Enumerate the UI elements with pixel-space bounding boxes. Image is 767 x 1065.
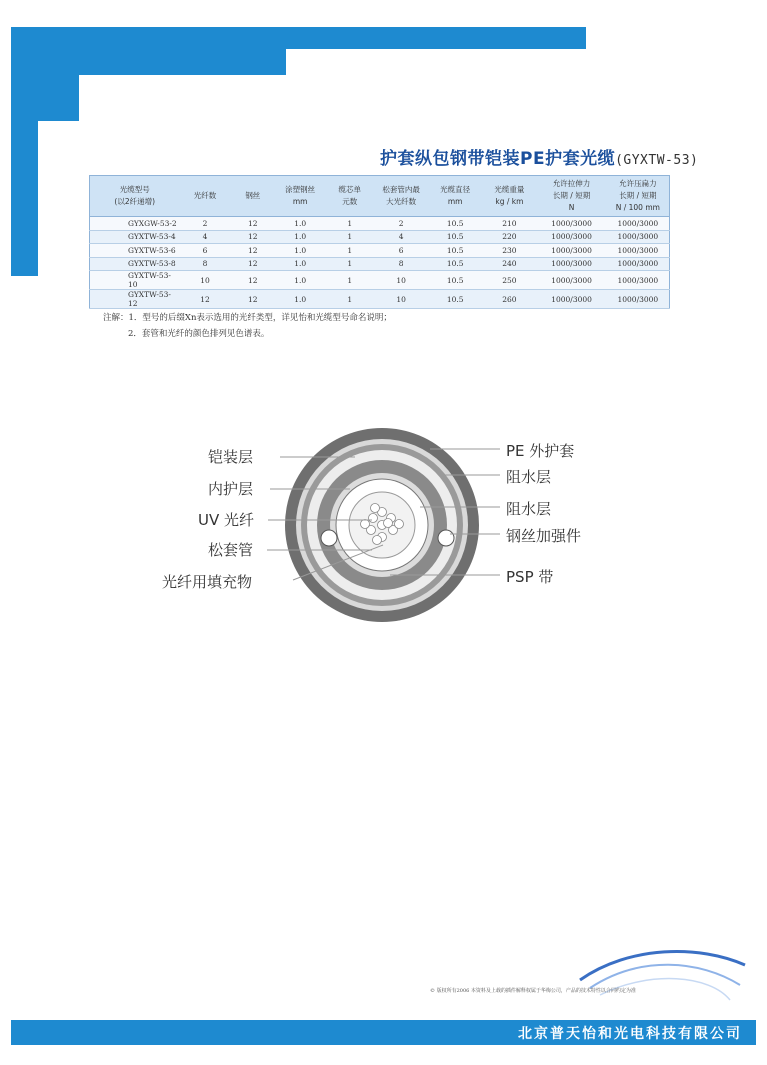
spec-table (89, 175, 670, 309)
header-bar-side (11, 121, 38, 276)
table-row (90, 217, 670, 231)
table-cell: 1.0 (275, 271, 325, 290)
footer-bar (11, 1020, 756, 1045)
header-line: kg / km (495, 197, 524, 206)
table-cell: 6 (179, 244, 230, 258)
cable-diagram (150, 425, 620, 625)
table-cell: 10.5 (428, 230, 482, 244)
table-cell: 1 (325, 290, 374, 309)
table-cell: 1.0 (275, 257, 325, 271)
table-cell: 12 (179, 290, 230, 309)
table-cell: 1.0 (275, 230, 325, 244)
table-cell: 8 (179, 257, 230, 271)
swoosh-logo (570, 940, 750, 1010)
table-row (90, 290, 670, 309)
table-row (90, 230, 670, 244)
label-pe-sheath: PE 外护套 (506, 442, 575, 460)
fiber (371, 504, 380, 513)
table-cell: 6 (374, 244, 428, 258)
cell-model: GYXGW-53-2 (90, 217, 180, 231)
table-cell: 10.5 (428, 271, 482, 290)
table-cell: 1000/3000 (536, 290, 606, 309)
table-cell: 260 (482, 290, 536, 309)
note-2: 2．套管和光纤的颜色排列见色谱表。 (128, 329, 270, 339)
header-bar-low (11, 75, 79, 121)
table-header-row (90, 176, 670, 217)
header-line: 光缆型号 (119, 185, 150, 194)
copyright-text: 版权所有2006 本资料及上载的插件解释权属于华梅公司，产品的技术特性以合同约定为准 (436, 988, 636, 994)
table-cell: 4 (374, 230, 428, 244)
table-row (90, 257, 670, 271)
table-body (90, 217, 670, 309)
company-name: 北京普天怡和光电科技有限公司 (518, 1026, 742, 1042)
table-header-cell (607, 176, 670, 217)
table-cell: 1000/3000 (536, 257, 606, 271)
cell-model: GYXTW-53-12 (90, 290, 180, 309)
table-cell: 4 (179, 230, 230, 244)
cell-model: GYXTW-53-10 (90, 271, 180, 290)
table-cell: 10 (179, 271, 230, 290)
header-line: 光缆重量 (494, 185, 525, 194)
table-cell: 8 (374, 257, 428, 271)
fiber (384, 519, 393, 528)
cell-model: GYXTW-53-8 (90, 257, 180, 271)
table-cell: 1000/3000 (607, 290, 670, 309)
table-header-cell (482, 176, 536, 217)
header-line: N (568, 203, 575, 212)
table-cell: 2 (374, 217, 428, 231)
table-header-cell (536, 176, 606, 217)
table-cell: 1 (325, 230, 374, 244)
table-cell: 1000/3000 (536, 217, 606, 231)
table-cell: 12 (230, 271, 275, 290)
table-cell: 1000/3000 (607, 271, 670, 290)
table-cell: 1000/3000 (607, 217, 670, 231)
header-line: 松套管内最 (382, 185, 420, 194)
label-inner-sheath: 内护层 (208, 480, 254, 498)
table-cell: 10.5 (428, 257, 482, 271)
fiber (395, 520, 404, 529)
table-header-cell (275, 176, 325, 217)
table-cell: 1 (325, 257, 374, 271)
header-bar-mid (11, 49, 286, 75)
header-line: 缆芯单 (338, 185, 361, 194)
steel-wire-left (321, 530, 337, 546)
table-cell: 1000/3000 (607, 230, 670, 244)
table-cell: 10 (374, 290, 428, 309)
table-cell: 1000/3000 (536, 230, 606, 244)
fiber (361, 520, 370, 529)
label-uv-fiber: UV 光纤 (198, 511, 255, 529)
table-cell: 12 (230, 244, 275, 258)
table-cell: 240 (482, 257, 536, 271)
table-cell: 1 (325, 217, 374, 231)
table-cell: 12 (230, 217, 275, 231)
notes (103, 310, 392, 342)
title-code: (GYXTW-53) (615, 153, 699, 168)
table-header-cell (325, 176, 374, 217)
note-1: 注解：1．型号的后缀Xn表示选用的光纤类型，详见怡和光缆型号命名说明； (103, 313, 392, 323)
table-row (90, 271, 670, 290)
table-cell: 1.0 (275, 290, 325, 309)
table-cell: 12 (230, 230, 275, 244)
table-cell: 210 (482, 217, 536, 231)
fiber (369, 514, 378, 523)
copyright (430, 987, 636, 994)
header-bar-top (11, 27, 586, 49)
label-armor: 铠装层 (208, 448, 254, 466)
label-water-block-2: 阻水层 (506, 500, 552, 518)
header-line: mm (292, 197, 308, 206)
table-cell: 250 (482, 271, 536, 290)
table-cell: 1000/3000 (607, 257, 670, 271)
header-line: (以2纤递增) (114, 197, 156, 206)
table-cell: 1.0 (275, 244, 325, 258)
table-cell: 10.5 (428, 244, 482, 258)
copyright-icon: © (430, 988, 435, 994)
header-line: 大光纤数 (386, 197, 417, 206)
label-steel-wire: 钢丝加强件 (506, 527, 582, 545)
table-cell: 1.0 (275, 217, 325, 231)
header-line: 光纤数 (193, 191, 217, 200)
table-cell: 2 (179, 217, 230, 231)
table-cell: 1 (325, 244, 374, 258)
table-header-cell (230, 176, 275, 217)
header-line: 允许拉伸力 (552, 179, 591, 188)
table-header-cell (179, 176, 230, 217)
steel-wire-right (438, 530, 454, 546)
table-cell: 12 (230, 290, 275, 309)
title-main: 护套纵包钢带铠装PE护套光缆 (380, 149, 616, 169)
table-cell: 1000/3000 (536, 271, 606, 290)
table-header-cell (374, 176, 428, 217)
table-cell: 230 (482, 244, 536, 258)
table-header-cell (428, 176, 482, 217)
cell-model: GYXTW-53-6 (90, 244, 180, 258)
table-cell: 12 (230, 257, 275, 271)
table-cell: 10.5 (428, 217, 482, 231)
header-line: 元数 (342, 197, 358, 206)
label-water-block-1: 阻水层 (506, 468, 552, 486)
header-line: N / 100 mm (615, 203, 660, 212)
table-header-cell (90, 176, 180, 217)
page-title (380, 144, 700, 169)
table-cell: 1000/3000 (607, 244, 670, 258)
label-psp-tape: PSP 带 (506, 568, 554, 586)
fiber (373, 536, 382, 545)
table-cell: 10 (374, 271, 428, 290)
table-cell: 10.5 (428, 290, 482, 309)
header-line: 钢丝 (245, 191, 261, 200)
header-line: 光缆直径 (440, 185, 471, 194)
header-line: 涂塑钢丝 (285, 185, 316, 194)
header-line: 长期 / 短期 (619, 191, 657, 200)
cell-model: GYXTW-53-4 (90, 230, 180, 244)
table-row (90, 244, 670, 258)
table-cell: 1000/3000 (536, 244, 606, 258)
label-loose-tube: 松套管 (208, 541, 254, 559)
table-cell: 1 (325, 271, 374, 290)
header-line: 长期 / 短期 (552, 191, 591, 200)
header-line: 允许压扁力 (619, 179, 657, 188)
table-cell: 220 (482, 230, 536, 244)
header-line: mm (447, 197, 463, 206)
label-filling: 光纤用填充物 (162, 573, 253, 591)
